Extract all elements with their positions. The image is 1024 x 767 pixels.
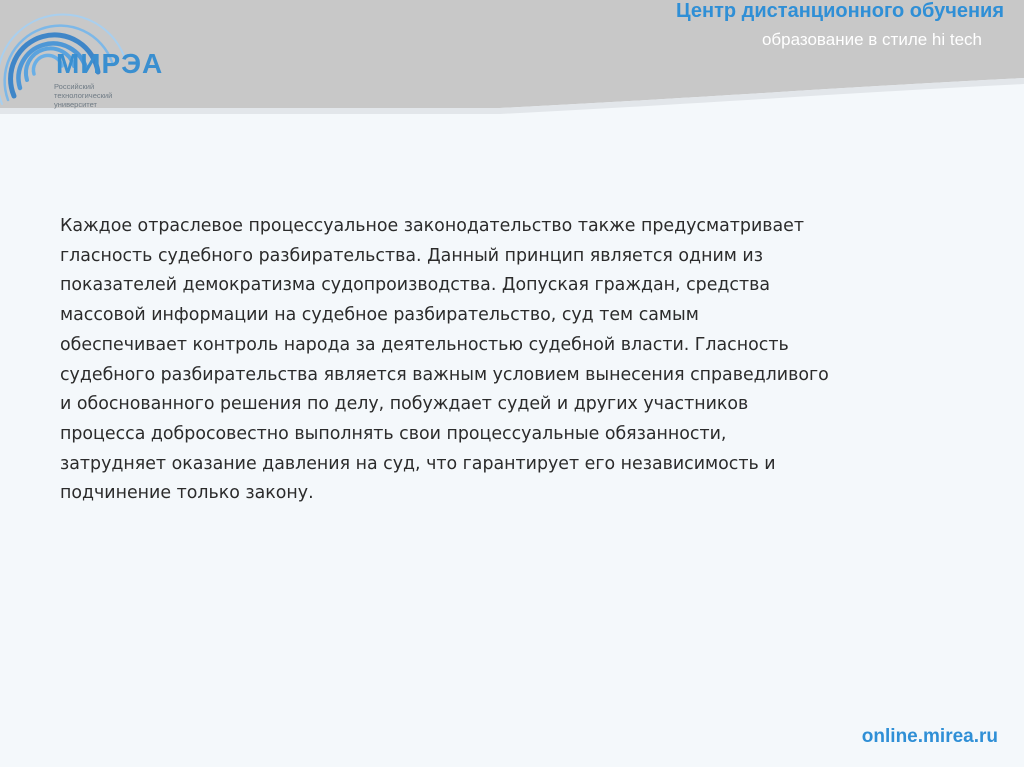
- logo-subtitle: [54, 82, 134, 109]
- logo-subtitle-line: Российский: [54, 82, 95, 91]
- body-line: затрудняет оказание давления на суд, что гарантирует его независимость и: [60, 453, 776, 474]
- mirea-logo: [0, 0, 190, 120]
- body-paragraph: [60, 212, 980, 509]
- body-line: показателей демократизма судопроизводства. Допуская граждан, средства: [60, 275, 771, 296]
- body-line: Каждое отраслевое процессуальное законодательство также предусматривает: [60, 216, 804, 236]
- body-line: и обоснованного решения по делу, побуждает судей и других участников: [60, 394, 749, 415]
- body-line: гласность судебного разбирательства. Данный принцип является одним из: [60, 245, 763, 266]
- body-line: судебного разбирательства является важным условием вынесения справедливого: [60, 364, 829, 385]
- body-line: процесса добросовестно выполнять свои процессуальные обязанности,: [60, 423, 727, 444]
- logo-subtitle-line: технологический: [54, 91, 113, 100]
- body-line: массовой информации на судебное разбирательство, суд тем самым: [60, 305, 699, 326]
- body-line: подчинение только закону.: [60, 483, 314, 504]
- footer-url: online.mirea.ru: [861, 726, 998, 747]
- logo-name: МИРЭА: [56, 48, 164, 79]
- logo-subtitle-line: университет: [54, 100, 97, 109]
- center-title: Центр дистанционного обучения: [676, 0, 1004, 22]
- body-line: обеспечивает контроль народа за деятельностью судебной власти. Гласность: [60, 334, 789, 355]
- center-subtitle: образование в стиле hi tech: [761, 30, 982, 49]
